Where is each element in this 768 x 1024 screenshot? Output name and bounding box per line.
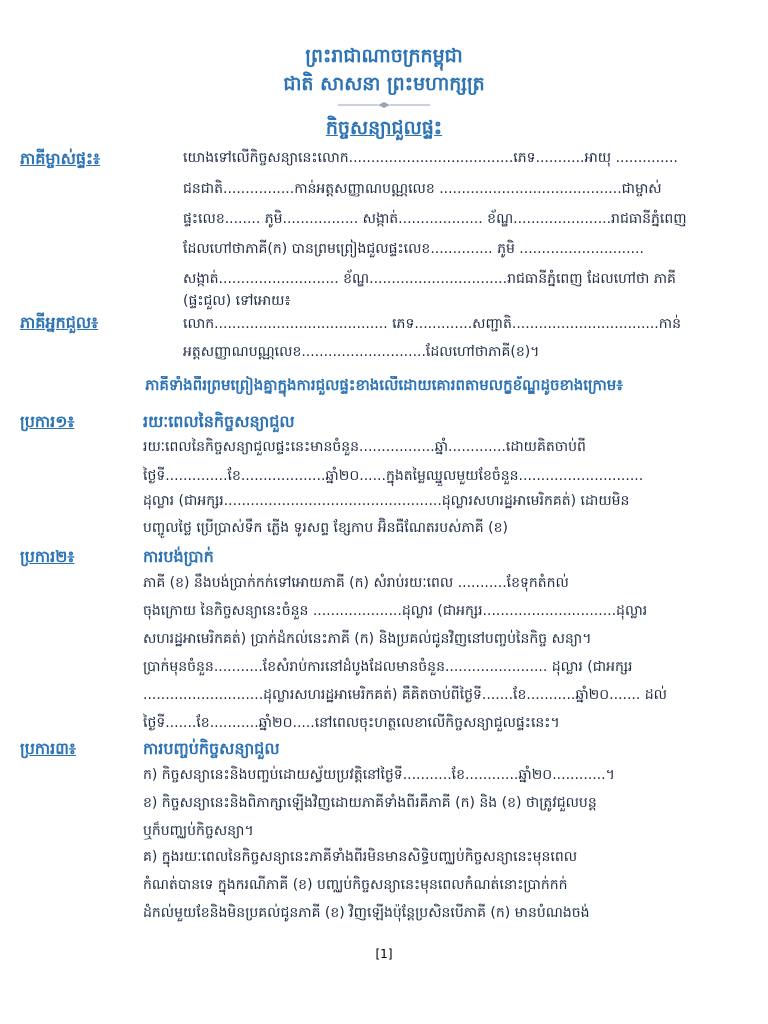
article-1-line: រយៈពេលនៃកិច្ចសន្យាជួលផ្ទះនេះមានចំនួន.................ឆ្នាំ.............ដោយគិតចាប់ពី: [143, 439, 586, 455]
article-2-line: ថ្ងៃទី.......ខែ...........ឆ្នាំ២០.....នៅពេលចុះហត្ថលេខាលើកិច្ចសន្យាជួលផ្ទះនេះ។: [143, 715, 560, 731]
document-title: កិច្ចសន្យាជួលផ្ទះ: [325, 117, 443, 139]
article-3-line: ឬក៏បញ្ឈប់កិច្ចសន្យា។: [143, 823, 254, 839]
owner-line: ដែលហៅថាភាគី(ក) បានព្រមព្រៀងជួលផ្ទះលេខ.............. ភូមិ ............................: [183, 241, 644, 257]
agreement-banner: ភាគីទាំងពីរព្រមព្រៀងគ្នាក្នុងការជួលផ្ទះខាងលើដោយគោរពតាមលក្ខខ័ណ្ឌដូចខាងក្រោម៖: [145, 376, 623, 394]
document-header-motto: ជាតិ សាសនា ព្រះមហាក្សត្រ: [283, 73, 485, 95]
article-2-line: ចុងក្រោយ នៃកិច្ចសន្យានេះចំនួន ....................ដុល្លារ (ជាអក្សរ..............................ដុល្លារ: [143, 603, 648, 619]
article-1-line: ថ្ងៃទី..............ខែ...................ឆ្នាំ២០......ក្នុងតម្លៃឈ្នួលមួយខែចំនួន............................: [143, 468, 644, 484]
owner-line: យោងទៅលើកិច្ចសន្យានេះលោក.....................................ភេទ...........អាយុ ..............: [183, 150, 678, 166]
owner-line: ជនជាតិ................កាន់អត្តសញ្ញាណបណ្ណលេខ .........................................ជាម្ចាស់: [183, 181, 662, 197]
ornament-divider: [338, 101, 430, 109]
article-3-line: ខ) កិច្ចសន្យានេះនិងពិភាក្សាឡើងវិញដោយភាគីទាំងពីរគឺភាគី (ក) និង (ខ) ថាត្រូវជួលបន្ត: [143, 795, 597, 811]
article-1-label: ប្រការ១៖: [20, 412, 75, 431]
article-3-label: ប្រការ៣៖: [20, 739, 76, 758]
article-2-line: ប្រាក់មុនចំនួន...........ខែសំរាប់ការនៅដំបូងដែលមានចំនួន....................... ដុល្លារ (ជាអក្សរ: [143, 659, 633, 675]
article-2-line: សហរដ្ឋអាមេរិកគត់) ប្រាក់ដំកល់នេះភាគី (ក) និងប្រគល់ជូនវិញនៅបញ្ចប់នៃកិច្ច សន្យា។: [143, 631, 592, 647]
tenant-line: លោក....................................... ភេទ.............សញ្ជាតិ.................................កាន់: [183, 316, 681, 332]
tenant-line: អត្តសញ្ញាណបណ្ណលេខ............................ដែលហៅថាភាគី(ខ)។: [183, 344, 540, 360]
owner-line: (ផ្ទះជួល) ទៅអោយ៖: [183, 293, 291, 309]
article-2-label: ប្រការ២៖: [20, 547, 75, 566]
page-number: [1]: [375, 947, 393, 961]
article-3-line: ដំកល់មួយខែនិងមិនប្រគល់ជូនភាគី (ខ) វិញឡើងប៉ុន្តែប្រសិនបើភាគី (ក) មានបំណងចង់: [143, 905, 590, 921]
article-3-line: កំណត់បានទេ ក្នុងករណីភាគី (ខ) បញ្ឈប់កិច្ចសន្យានេះមុនពេលកំណត់នោះប្រាក់កក់: [143, 877, 568, 893]
owner-line: សង្កាត់........................... ខ័ណ្ឌ...............................រាជធានីភ្នំពេញ ដែលហៅថា ភាគី: [183, 271, 676, 287]
document-header-kingdom: ព្រះរាជាណាចក្រកម្ពុជា: [305, 45, 463, 67]
article-3-line: ក) កិច្ចសន្យានេះនិងបញ្ចប់ដោយស្វ័យប្រវត្តិនៅថ្ងៃទី...........ខែ............ឆ្នាំ២០............។: [143, 767, 615, 783]
tenant-party-label: ភាគីអ្នកជួល៖: [20, 313, 99, 332]
owner-party-label: ភាគីម្ចាស់ផ្ទះ៖: [20, 149, 101, 168]
article-2-title: ការបង់ប្រាក់: [143, 547, 214, 566]
article-3-title: ការបញ្ចប់កិច្ចសន្យាជួល: [143, 739, 280, 758]
article-2-line: ភាគី (ខ) នឹងបង់ប្រាក់កក់ទៅអោយភាគី (ក) សំរាប់រយៈពេល ...........ខែទុកតំកល់: [143, 575, 569, 591]
article-1-line: ដុល្លារ (ជាអក្សរ.................................................ដុល្លារសហរដ្ឋអាមេរិកគត់) ដោយមិន: [143, 493, 630, 509]
article-1-line: បញ្ចូលថ្លៃ ប្រើប្រាស់ទឹក ភ្លើង ទូរសព្ទ ខ្សែកាប អ៊ិនធឺណែតរបស់ភាគី (ខ): [143, 520, 508, 536]
article-3-line: គ) ក្នុងរយៈពេលនៃកិច្ចសន្យានេះភាគីទាំងពីរមិនមានសិទ្ធិបញ្ឈប់កិច្ចសន្យានេះមុនពេល: [143, 849, 578, 865]
article-2-line: ...........................ដុល្លារសហរដ្ឋអាមេរិកគត់) គឺគិតចាប់ពីថ្ងៃទី.......ខែ...........ឆ្នាំ២០....... ដល់: [143, 687, 667, 703]
article-1-title: រយៈពេលនៃកិច្ចសន្យាជួល: [143, 412, 295, 431]
owner-line: ផ្ទះលេខ........ ភូមិ................. សង្កាត់................... ខ័ណ្ឌ......................រាជធានីភ្នំពេញ: [183, 211, 687, 227]
